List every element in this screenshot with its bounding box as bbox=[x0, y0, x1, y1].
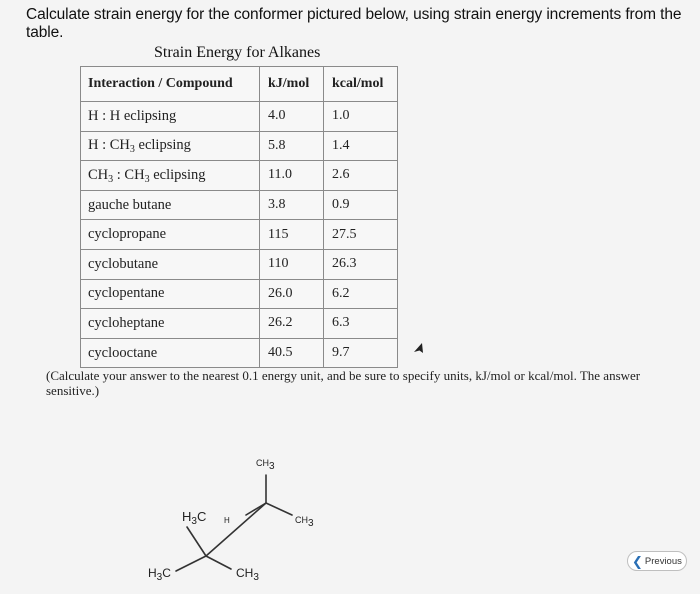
label-front-right-ch3: $CH_3$ bbox=[236, 566, 259, 583]
chevron-left-icon: ❮ bbox=[632, 553, 643, 569]
header-kj: kJ/mol bbox=[260, 67, 324, 102]
row-kj-value: 110 bbox=[260, 249, 324, 279]
label-top-ch3: $CH_3$ bbox=[256, 458, 275, 472]
strain-energy-table bbox=[80, 66, 398, 368]
row-kcal-value: 1.4 bbox=[324, 131, 398, 161]
row-label: cyclooctane bbox=[81, 338, 260, 368]
table-row bbox=[81, 190, 398, 220]
row-kj-value: 5.8 bbox=[260, 131, 324, 161]
row-kcal-value: 1.0 bbox=[324, 102, 398, 132]
label-back-h: H bbox=[224, 516, 230, 525]
instructions-line-2: sensitive.) bbox=[46, 383, 100, 398]
row-kj-value: 115 bbox=[260, 220, 324, 250]
row-kj-value: 40.5 bbox=[260, 338, 324, 368]
label-back-right-ch3: $CH_3$ bbox=[295, 515, 314, 529]
row-label: cyclopropane bbox=[81, 220, 260, 250]
table-row bbox=[81, 131, 398, 161]
previous-button-label: Previous bbox=[644, 555, 682, 567]
table-row bbox=[81, 309, 398, 339]
table-header-row bbox=[81, 67, 398, 102]
row-label: gauche butane bbox=[81, 190, 260, 220]
table-row bbox=[81, 249, 398, 279]
row-label: cyclobutane bbox=[81, 249, 260, 279]
row-kcal-value: 2.6 bbox=[324, 161, 398, 191]
table-row bbox=[81, 102, 398, 132]
label-back-left-h3c: $H_3C$ bbox=[182, 509, 207, 527]
row-kcal-value: 9.7 bbox=[324, 338, 398, 368]
header-kcal: kcal/mol bbox=[324, 67, 398, 102]
newman-conformer-drawing bbox=[130, 448, 370, 590]
row-kcal-value: 0.9 bbox=[324, 190, 398, 220]
row-kcal-value: 27.5 bbox=[324, 220, 398, 250]
row-label: $CH_3$ : $CH_3$ eclipsing bbox=[81, 161, 260, 191]
table-row bbox=[81, 161, 398, 191]
row-kj-value: 4.0 bbox=[260, 102, 324, 132]
row-label: H : H eclipsing bbox=[81, 102, 260, 132]
arrow-cursor-icon bbox=[413, 341, 427, 357]
table-caption: Strain Energy for Alkanes bbox=[154, 44, 321, 61]
question-title: Calculate strain energy for the conformer pictured below, using strain energy increments from the table. bbox=[26, 6, 682, 41]
row-kcal-value: 6.2 bbox=[324, 279, 398, 309]
table-row bbox=[81, 338, 398, 368]
row-label: cyclopentane bbox=[81, 279, 260, 309]
row-label: cycloheptane bbox=[81, 309, 260, 339]
row-kcal-value: 6.3 bbox=[324, 309, 398, 339]
row-kj-value: 26.0 bbox=[260, 279, 324, 309]
table-row bbox=[81, 220, 398, 250]
table-row bbox=[81, 279, 398, 309]
header-interaction: Interaction / Compound bbox=[81, 67, 260, 102]
answer-instructions bbox=[46, 368, 700, 398]
row-kj-value: 26.2 bbox=[260, 309, 324, 339]
row-kcal-value: 26.3 bbox=[324, 249, 398, 279]
row-kj-value: 11.0 bbox=[260, 161, 324, 191]
row-kj-value: 3.8 bbox=[260, 190, 324, 220]
label-front-left-h3c: $H_3C$ bbox=[148, 566, 171, 583]
previous-button[interactable] bbox=[627, 551, 687, 571]
row-label: H : $CH_3$ eclipsing bbox=[81, 131, 260, 161]
instructions-line-1: (Calculate your answer to the nearest 0.1 energy unit, and be sure to specify units, kJ/mol or kcal/mol. The answer bbox=[46, 368, 641, 383]
